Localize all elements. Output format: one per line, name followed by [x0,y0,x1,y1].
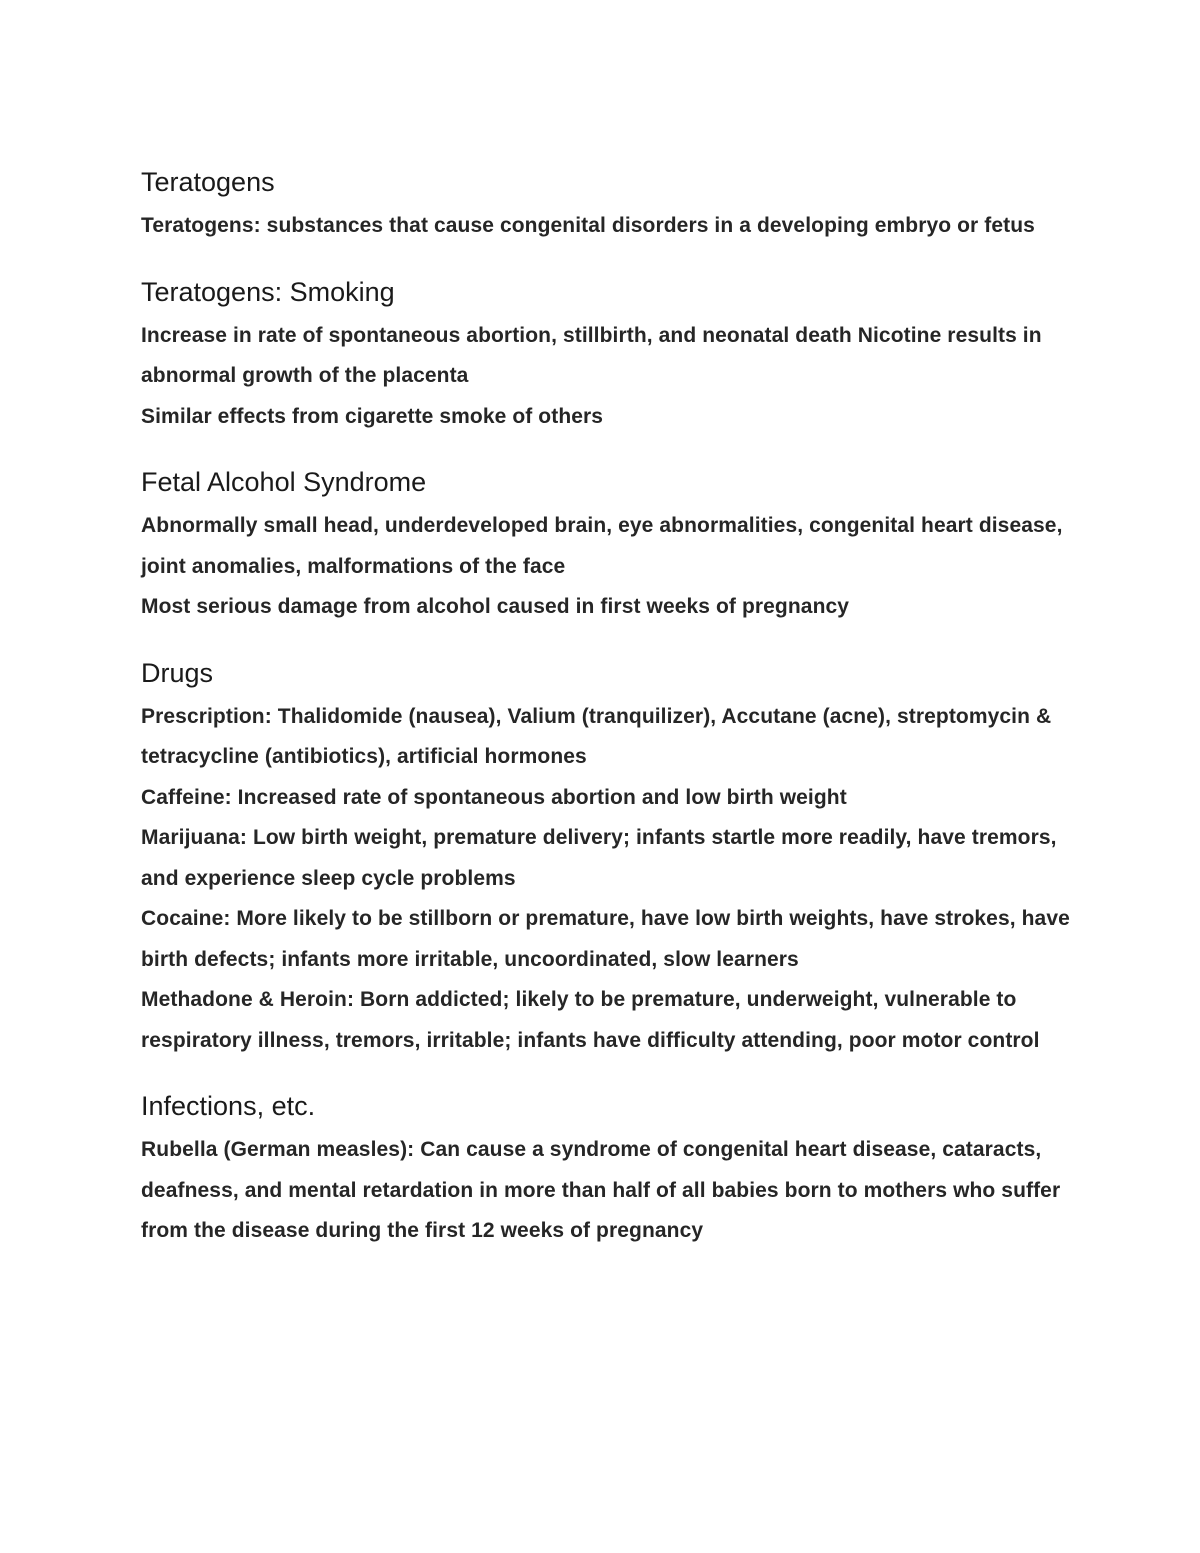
section-fetal-alcohol-syndrome [141,462,1071,628]
section-heading: Teratogens: Smoking [141,276,395,307]
section-paragraph: Methadone & Heroin: Born addicted; likely to be premature, underweight, vulnerable to respiratory illness, tremors, irritable; infants have difficulty attending, poor motor control [141,988,1040,1052]
document-page [141,162,1071,1277]
section-smoking [141,272,1071,438]
section-paragraph: Teratogens: substances that cause congenital disorders in a developing embryo or fetus [141,214,1035,237]
section-heading: Fetal Alcohol Syndrome [141,467,427,497]
section-drugs [141,653,1071,1062]
section-heading: Teratogens [141,167,275,197]
section-paragraph: Cocaine: More likely to be stillborn or premature, have low birth weights, have strokes, have birth defects; infants more irritable, uncoordinated, slow learners [141,907,1070,971]
section-paragraph: Similar effects from cigarette smoke of others [141,404,604,428]
section-paragraph: Rubella (German measles): Can cause a syndrome of congenital heart disease, cataracts, deafness, and mental retardation in more than half of all babies born to mothers who suffer from the disease during the first 12 weeks of pregnancy [141,1138,1061,1242]
section-paragraph: Increase in rate of spontaneous abortion, stillbirth, and neonatal death Nicotine results in abnormal growth of the placenta [141,323,1042,387]
section-infections [141,1086,1071,1252]
section-paragraph: Abnormally small head, underdeveloped brain, eye abnormalities, congenital heart disease, joint anomalies, malformations of the face [141,514,1063,578]
section-paragraph: Prescription: Thalidomide (nausea), Valium (tranquilizer), Accutane (acne), streptomycin & tetracycline (antibiotics), artificial hormones [141,704,1052,768]
section-heading: Infections, etc. [141,1091,316,1121]
section-paragraph: Most serious damage from alcohol caused in first weeks of pregnancy [141,595,850,618]
section-heading: Drugs [141,657,214,688]
section-teratogens [141,162,1071,247]
section-paragraph: Marijuana: Low birth weight, premature delivery; infants startle more readily, have tremors, and experience sleep cycle problems [141,826,1057,890]
section-paragraph: Caffeine: Increased rate of spontaneous abortion and low birth weight [141,785,847,809]
